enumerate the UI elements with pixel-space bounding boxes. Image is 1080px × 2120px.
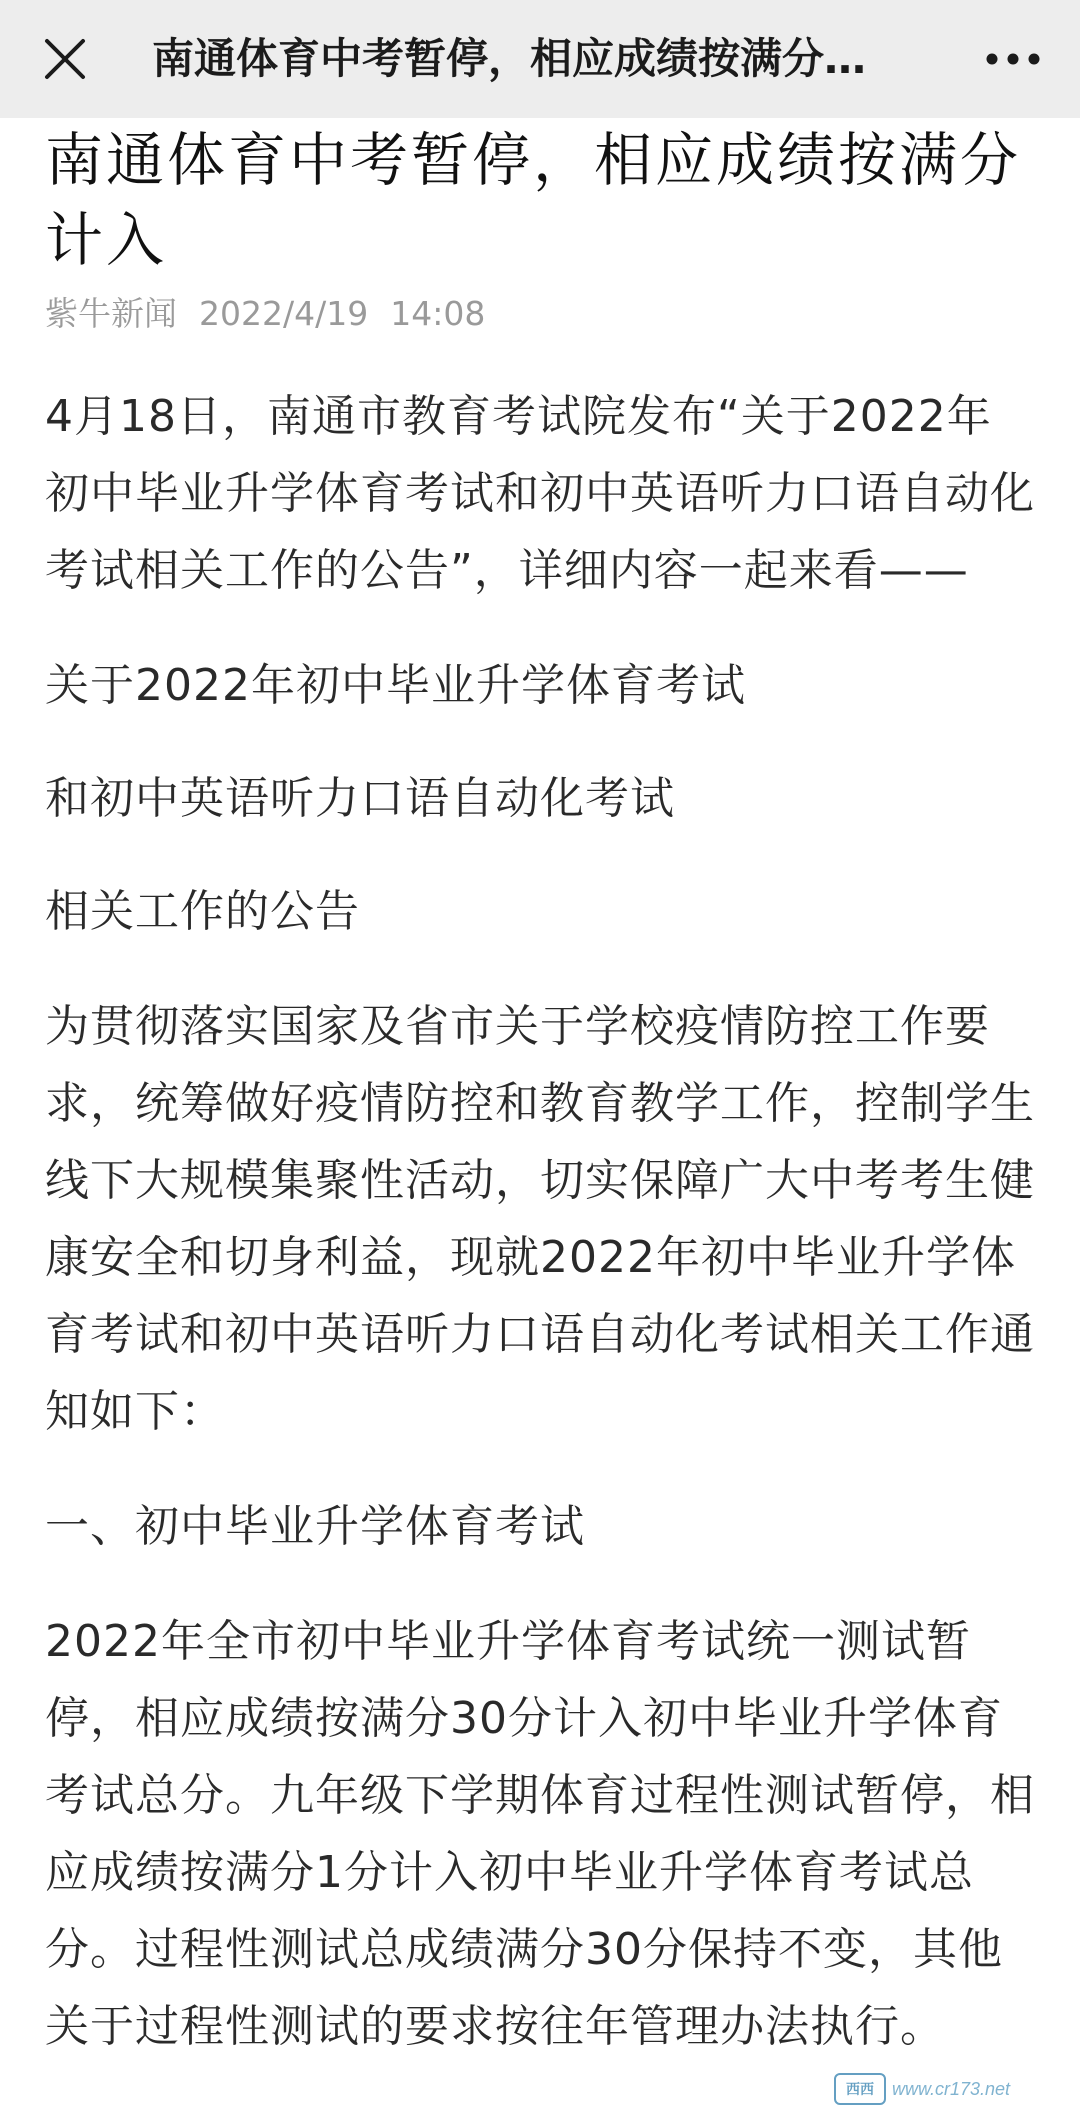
- article-time: 14:08: [390, 294, 486, 333]
- close-icon: [43, 37, 87, 81]
- close-button[interactable]: [30, 24, 100, 94]
- article-date: 2022/4/19: [199, 294, 369, 333]
- top-navigation-bar: [0, 0, 1080, 118]
- paragraph-preamble: 为贯彻落实国家及省市关于学校疫情防控工作要求，统筹做好疫情防控和教育教学工作，控制学生线下大规模集聚性活动，切实保障广大中考考生健康安全和切身利益，现就2022年初中毕业升学体育考试和初中英语听力口语自动化考试相关工作通知如下：: [45, 1001, 1035, 1437]
- more-horizontal-icon: [985, 52, 1041, 66]
- article-source-link[interactable]: 紫牛新闻: [45, 294, 177, 333]
- topbar-title: 南通体育中考暂停，相应成绩按满分…: [152, 34, 867, 83]
- section-heading-pe-exam: 一、初中毕业升学体育考试: [45, 1501, 585, 1552]
- article-meta: [45, 292, 1035, 336]
- article-title: 南通体育中考暂停，相应成绩按满分计入: [45, 126, 1022, 274]
- paragraph-intro: 4月18日，南通市教育考试院发布“关于2022年初中毕业升学体育考试和初中英语听力口语自动化考试相关工作的公告”，详细内容一起来看——: [45, 391, 1035, 596]
- article-content: [45, 378, 1035, 2065]
- article-body: [45, 118, 1035, 2065]
- notice-heading-line-1: 关于2022年初中毕业升学体育考试: [45, 660, 746, 711]
- notice-heading-line-2: 和初中英语听力口语自动化考试: [45, 773, 675, 824]
- notice-heading-line-3: 相关工作的公告: [45, 886, 360, 937]
- site-watermark: [834, 2072, 1064, 2106]
- paragraph-pe-exam-details: 2022年全市初中毕业升学体育考试统一测试暂停，相应成绩按满分30分计入初中毕业升学体育考试总分。九年级下学期体育过程性测试暂停，相应成绩按满分1分计入初中毕业升学体育考试总分。过程性测试总成绩满分30分保持不变，其他关于过程性测试的要求按往年管理办法执行。: [45, 1616, 1035, 2052]
- watermark-text: www.cr173.net: [892, 2078, 1011, 2099]
- more-options-button[interactable]: [968, 24, 1058, 94]
- watermark-logo: 西西: [834, 2073, 886, 2105]
